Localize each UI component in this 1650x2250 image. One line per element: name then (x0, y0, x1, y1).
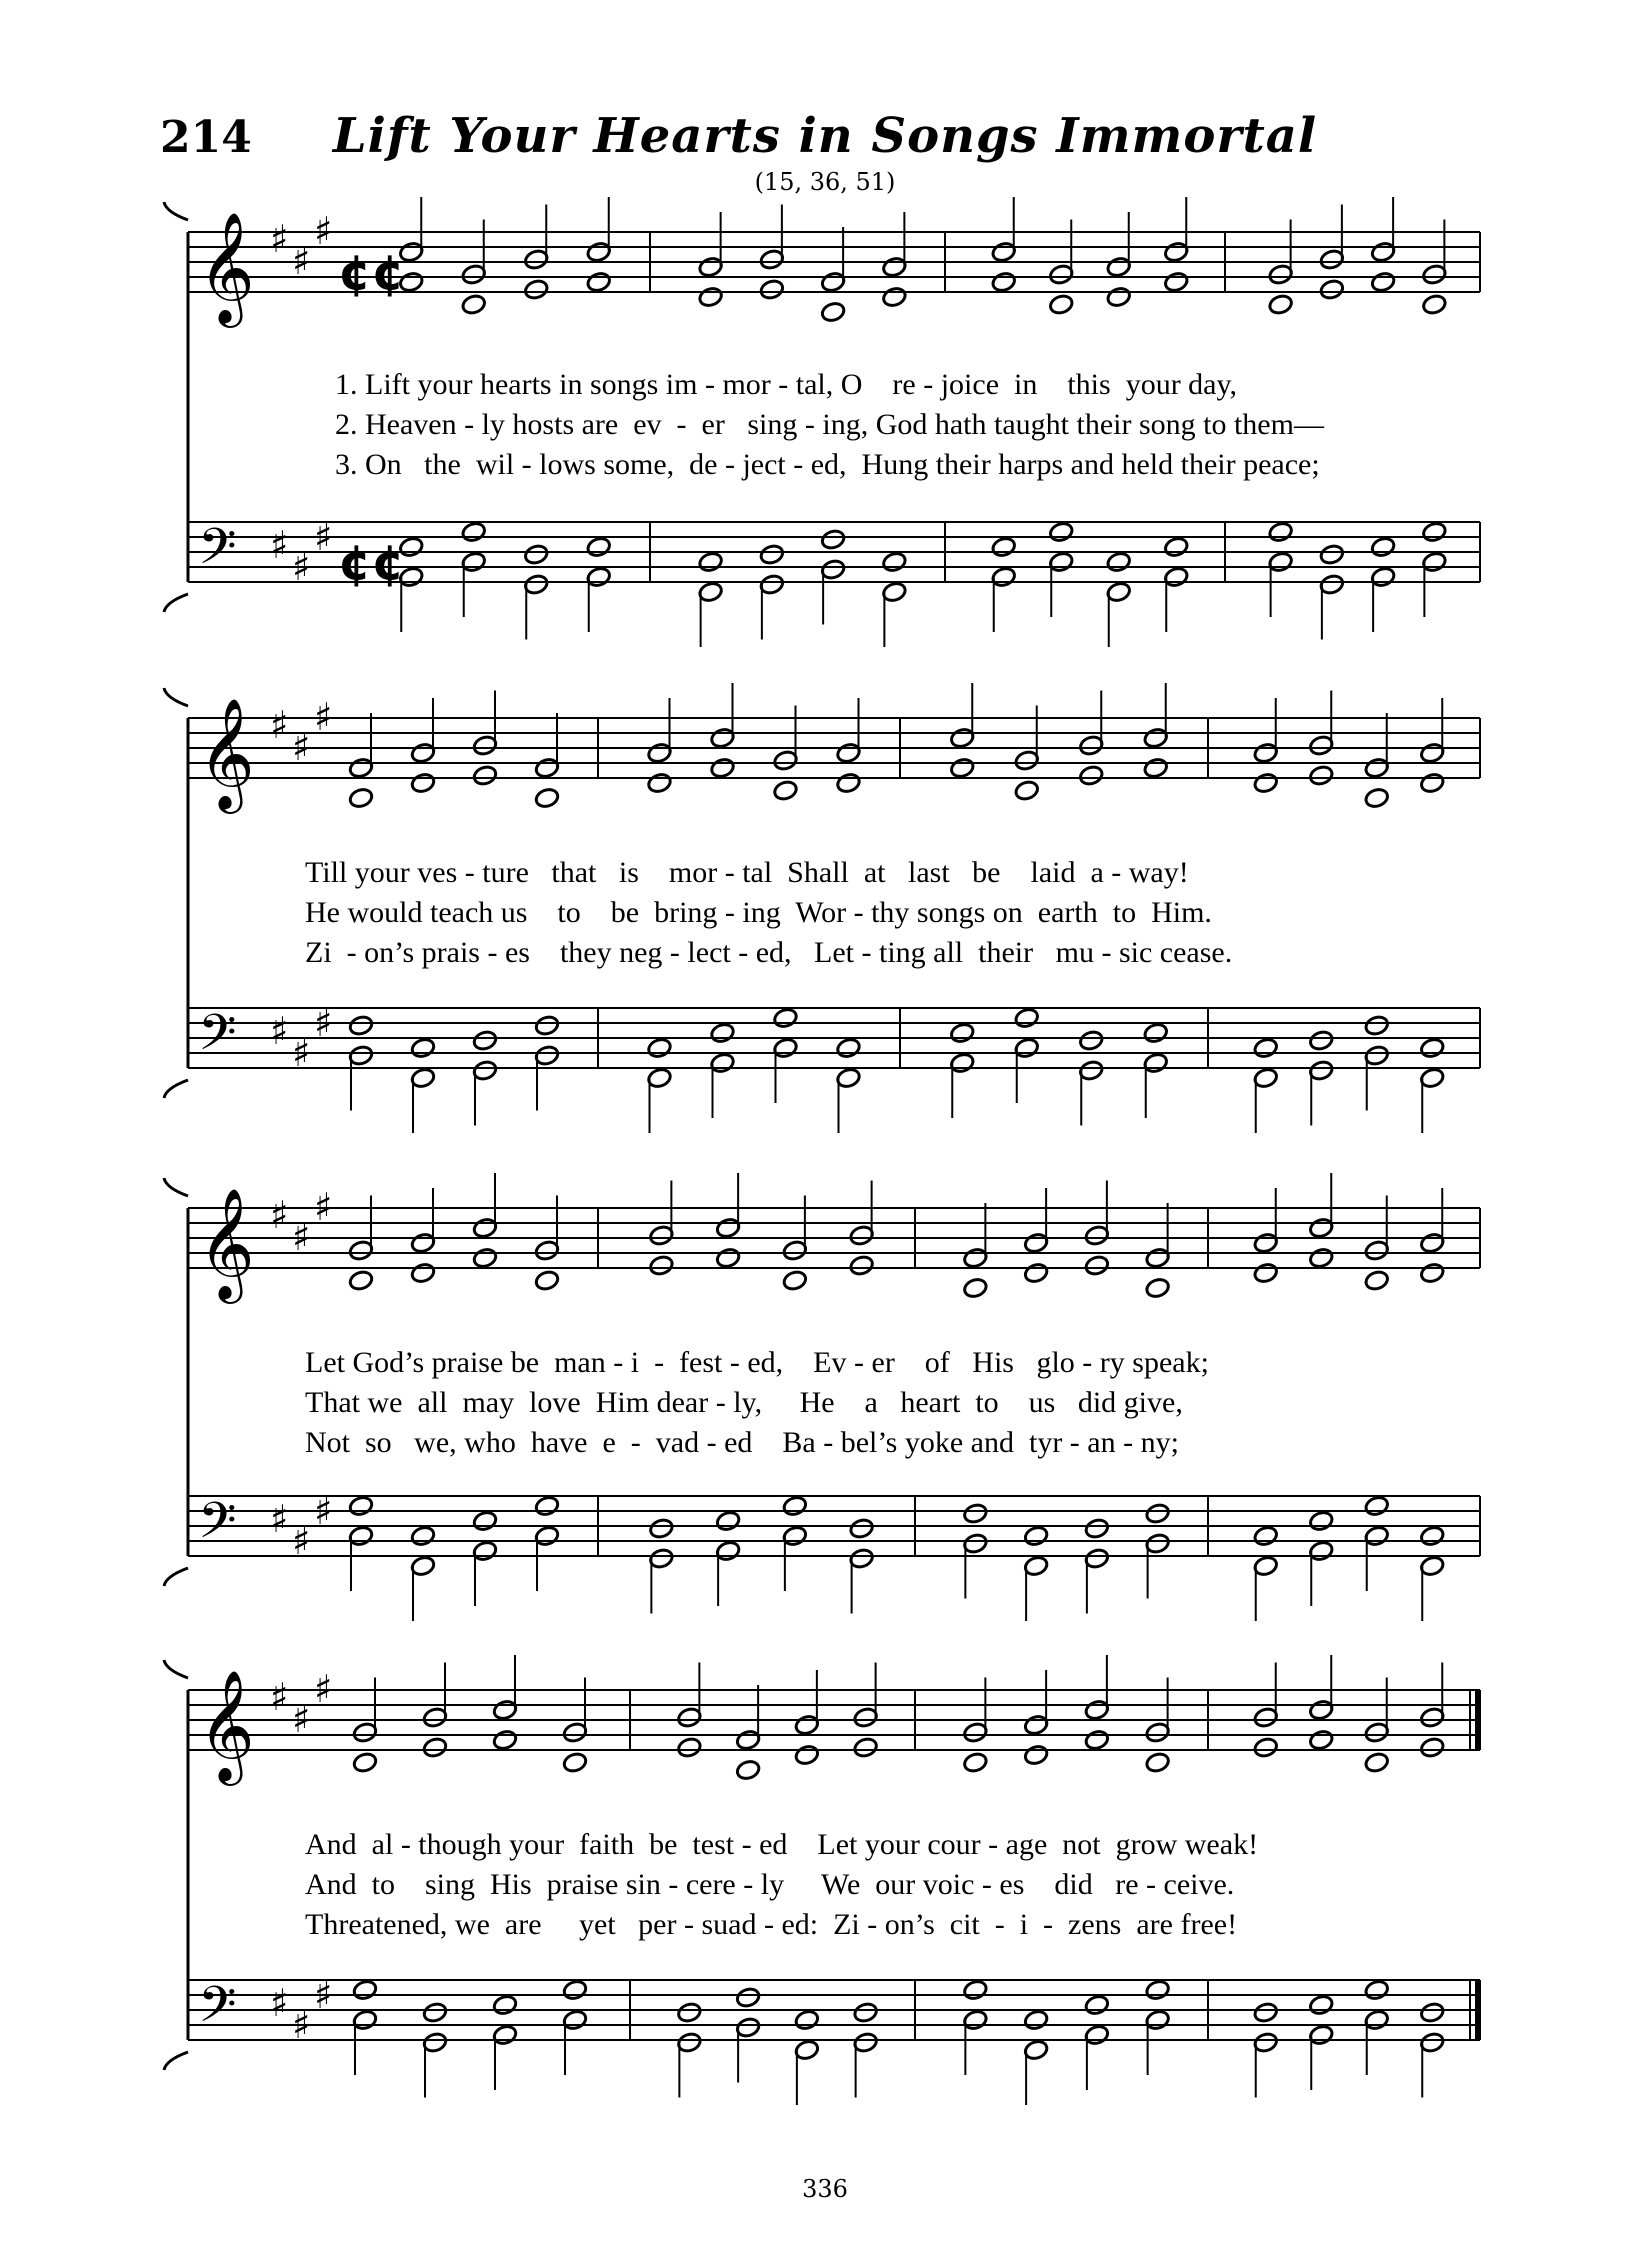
note-head (1145, 1979, 1171, 2002)
note-head (1308, 764, 1334, 787)
note-head (735, 1986, 761, 2009)
note-head (562, 1979, 588, 2002)
tune-references: (15, 36, 51) (754, 168, 896, 196)
sharp-sign: ♯ (270, 1009, 289, 1053)
sharp-sign: ♯ (292, 725, 311, 769)
cut-time-sign: ¢¢ (338, 245, 405, 301)
sharp-sign: ♯ (270, 1193, 289, 1237)
bass-clef: 𝄢 (198, 1976, 237, 2046)
sharp-sign: ♯ (314, 1185, 333, 1229)
sharp-sign: ♯ (270, 1497, 289, 1541)
lyric-line: Till your ves - ture that is mor - tal Shall at last be laid a - way! (305, 856, 1189, 889)
bracket-hook (164, 1660, 188, 1678)
note-head (348, 1269, 374, 1292)
note-head (1253, 2001, 1279, 2024)
lyric-line: Threatened, we are yet per - suad - ed: Zi - on’s cit - i - zens are free! (305, 1908, 1238, 1941)
note-head (534, 1014, 560, 1037)
page-number: 336 (802, 2175, 848, 2203)
sharp-sign: ♯ (314, 1667, 333, 1711)
note-head (849, 1254, 875, 1277)
note-head (410, 1525, 436, 1548)
lyric-line: Zi - on’s prais - es they neg - lect - ed, Let - ting all their mu - sic cease. (305, 936, 1233, 969)
lyric-line: Let God’s praise be man - i - fest - ed, Ev - er of His glo - ry speak; (305, 1346, 1209, 1379)
note-head (772, 1007, 798, 1030)
note-head (648, 1254, 674, 1277)
note-head (1308, 1510, 1334, 1533)
note-head (1419, 1262, 1445, 1285)
note-head (794, 1744, 820, 1767)
note-head (1084, 1994, 1110, 2017)
treble-clef: 𝄞 (198, 211, 255, 323)
bracket-hook (164, 1080, 188, 1098)
note-head (1364, 787, 1390, 810)
note-head (1023, 1262, 1049, 1285)
note-head (1253, 772, 1279, 795)
note-head (1163, 536, 1189, 559)
note-head (1419, 1037, 1445, 1060)
sharp-sign: ♯ (270, 217, 289, 261)
note-head (1364, 1979, 1390, 2002)
note-head (1014, 779, 1040, 802)
note-head (1419, 1525, 1445, 1548)
note-head (962, 1751, 988, 1774)
note-head (586, 536, 612, 559)
note-head (676, 2001, 702, 2024)
note-head (1421, 521, 1447, 544)
note-head (523, 543, 549, 566)
note-head (1106, 286, 1132, 309)
note-head (1145, 1751, 1171, 1774)
note-head (881, 551, 907, 574)
sharp-sign: ♯ (270, 703, 289, 747)
note-head (1084, 1729, 1110, 1752)
note-head (1419, 1736, 1445, 1759)
note-head (1364, 1269, 1390, 1292)
note-head (472, 1510, 498, 1533)
note-head (492, 1994, 518, 2017)
note-head (646, 772, 672, 795)
bracket-hook (164, 594, 188, 612)
note-head (1308, 1729, 1334, 1752)
lyric-line: He would teach us to be bring - ing Wor - thy songs on earth to Him. (305, 896, 1212, 929)
note-head (1364, 1751, 1390, 1774)
note-head (1319, 543, 1345, 566)
note-head (1253, 1037, 1279, 1060)
note-head (962, 1502, 988, 1525)
note-head (472, 764, 498, 787)
note-head (676, 1736, 702, 1759)
sharp-sign: ♯ (314, 209, 333, 253)
note-head (1364, 1495, 1390, 1518)
note-head (1253, 1736, 1279, 1759)
note-head (1268, 521, 1294, 544)
note-head (348, 1014, 374, 1037)
note-head (1143, 1022, 1169, 1045)
note-head (1078, 764, 1104, 787)
note-head (562, 1751, 588, 1774)
bass-clef: 𝄢 (198, 1492, 237, 1562)
note-head (709, 1022, 735, 1045)
note-head (1370, 536, 1396, 559)
sharp-sign: ♯ (292, 1215, 311, 1259)
sharp-sign: ♯ (270, 523, 289, 567)
note-head (472, 1247, 498, 1270)
note-head (1023, 1525, 1049, 1548)
bass-clef: 𝄢 (198, 518, 237, 588)
note-head (962, 1277, 988, 1300)
note-head (1308, 1994, 1334, 2017)
sharp-sign: ♯ (314, 1001, 333, 1045)
sharp-sign: ♯ (292, 545, 311, 589)
sharp-sign: ♯ (270, 1675, 289, 1719)
note-head (410, 1262, 436, 1285)
note-head (853, 1736, 879, 1759)
note-head (410, 772, 436, 795)
note-head (348, 1495, 374, 1518)
note-head (782, 1269, 808, 1292)
bracket-hook (164, 688, 188, 706)
note-head (492, 1729, 518, 1752)
note-head (461, 293, 487, 316)
note-head (472, 1029, 498, 1052)
note-head (1253, 1525, 1279, 1548)
treble-clef: 𝄞 (198, 1669, 255, 1781)
sharp-sign: ♯ (314, 695, 333, 739)
note-head (835, 772, 861, 795)
note-head (1106, 551, 1132, 574)
lyric-line: 1. Lift your hearts in songs im - mor - tal, O re - joice in this your day, (335, 368, 1238, 401)
note-head (523, 278, 549, 301)
lyric-line: Not so we, who have e - vad - ed Ba - bel’s yoke and tyr - an - ny; (305, 1426, 1179, 1459)
lyric-line: That we all may love Him dear - ly, He a heart to us did give, (305, 1386, 1183, 1419)
note-head (586, 271, 612, 294)
note-head (1253, 1262, 1279, 1285)
note-head (820, 301, 846, 324)
sharp-sign: ♯ (314, 1489, 333, 1533)
sharp-sign: ♯ (292, 239, 311, 283)
note-head (1084, 1517, 1110, 1540)
sharp-sign: ♯ (314, 1973, 333, 2017)
note-head (715, 1510, 741, 1533)
treble-clef: 𝄞 (198, 697, 255, 809)
lyric-line: 3. On the wil - lows some, de - ject - ed, Hung their harps and held their peace; (335, 448, 1320, 481)
note-head (352, 1751, 378, 1774)
note-head (534, 1495, 560, 1518)
note-head (1023, 2009, 1049, 2032)
note-head (352, 1979, 378, 2002)
bracket-hook (164, 2052, 188, 2070)
sharp-sign: ♯ (292, 1519, 311, 1563)
note-head (348, 787, 374, 810)
note-head (422, 1736, 448, 1759)
note-head (1143, 757, 1169, 780)
lyric-line: And al - though your faith be test - ed Let your cour - age not grow weak! (305, 1828, 1259, 1861)
hymn-title: Lift Your Hearts in Songs Immortal (332, 108, 1318, 164)
note-head (881, 286, 907, 309)
note-head (698, 551, 724, 574)
sharp-sign: ♯ (270, 1981, 289, 2025)
note-head (1014, 1007, 1040, 1030)
note-head (991, 271, 1017, 294)
note-head (1364, 1014, 1390, 1037)
note-head (1370, 271, 1396, 294)
note-head (835, 1037, 861, 1060)
note-head (646, 1037, 672, 1060)
cut-time-sign: ¢¢ (338, 535, 405, 591)
note-head (1419, 772, 1445, 795)
sharp-sign: ♯ (292, 1031, 311, 1075)
lyric-line: 2. Heaven - ly hosts are ev - er sing - ing, God hath taught their song to them— (335, 408, 1324, 441)
note-head (1145, 1502, 1171, 1525)
note-head (1163, 271, 1189, 294)
note-head (759, 278, 785, 301)
bracket-hook (164, 1178, 188, 1196)
note-head (759, 543, 785, 566)
note-head (1048, 293, 1074, 316)
note-head (534, 787, 560, 810)
sharp-sign: ♯ (314, 515, 333, 559)
lyric-line: And to sing His praise sin - cere - ly We our voic - es did re - ceive. (305, 1868, 1235, 1901)
note-head (962, 1979, 988, 2002)
note-head (422, 2001, 448, 2024)
note-head (1419, 2001, 1445, 2024)
note-head (648, 1517, 674, 1540)
note-head (1268, 293, 1294, 316)
note-head (949, 757, 975, 780)
note-head (410, 1037, 436, 1060)
note-head (1145, 1277, 1171, 1300)
note-head (991, 536, 1017, 559)
note-head (735, 1759, 761, 1782)
bracket-hook (164, 1568, 188, 1586)
note-head (949, 1022, 975, 1045)
note-head (1078, 1029, 1104, 1052)
note-head (1023, 1744, 1049, 1767)
note-head (461, 521, 487, 544)
note-head (772, 779, 798, 802)
bracket-hook (164, 202, 188, 220)
note-head (853, 2001, 879, 2024)
note-head (1308, 1029, 1334, 1052)
hymn-number: 214 (160, 112, 252, 163)
note-head (534, 1269, 560, 1292)
note-head (698, 286, 724, 309)
note-head (709, 757, 735, 780)
note-head (794, 2009, 820, 2032)
note-head (782, 1495, 808, 1518)
note-head (1319, 278, 1345, 301)
bass-clef: 𝄢 (198, 1004, 237, 1074)
note-head (715, 1247, 741, 1270)
note-head (1084, 1254, 1110, 1277)
note-head (1048, 521, 1074, 544)
sharp-sign: ♯ (292, 1697, 311, 1741)
note-head (820, 528, 846, 551)
treble-clef: 𝄞 (198, 1187, 255, 1299)
note-head (1421, 293, 1447, 316)
sharp-sign: ♯ (292, 2003, 311, 2047)
note-head (849, 1517, 875, 1540)
note-head (1308, 1247, 1334, 1270)
